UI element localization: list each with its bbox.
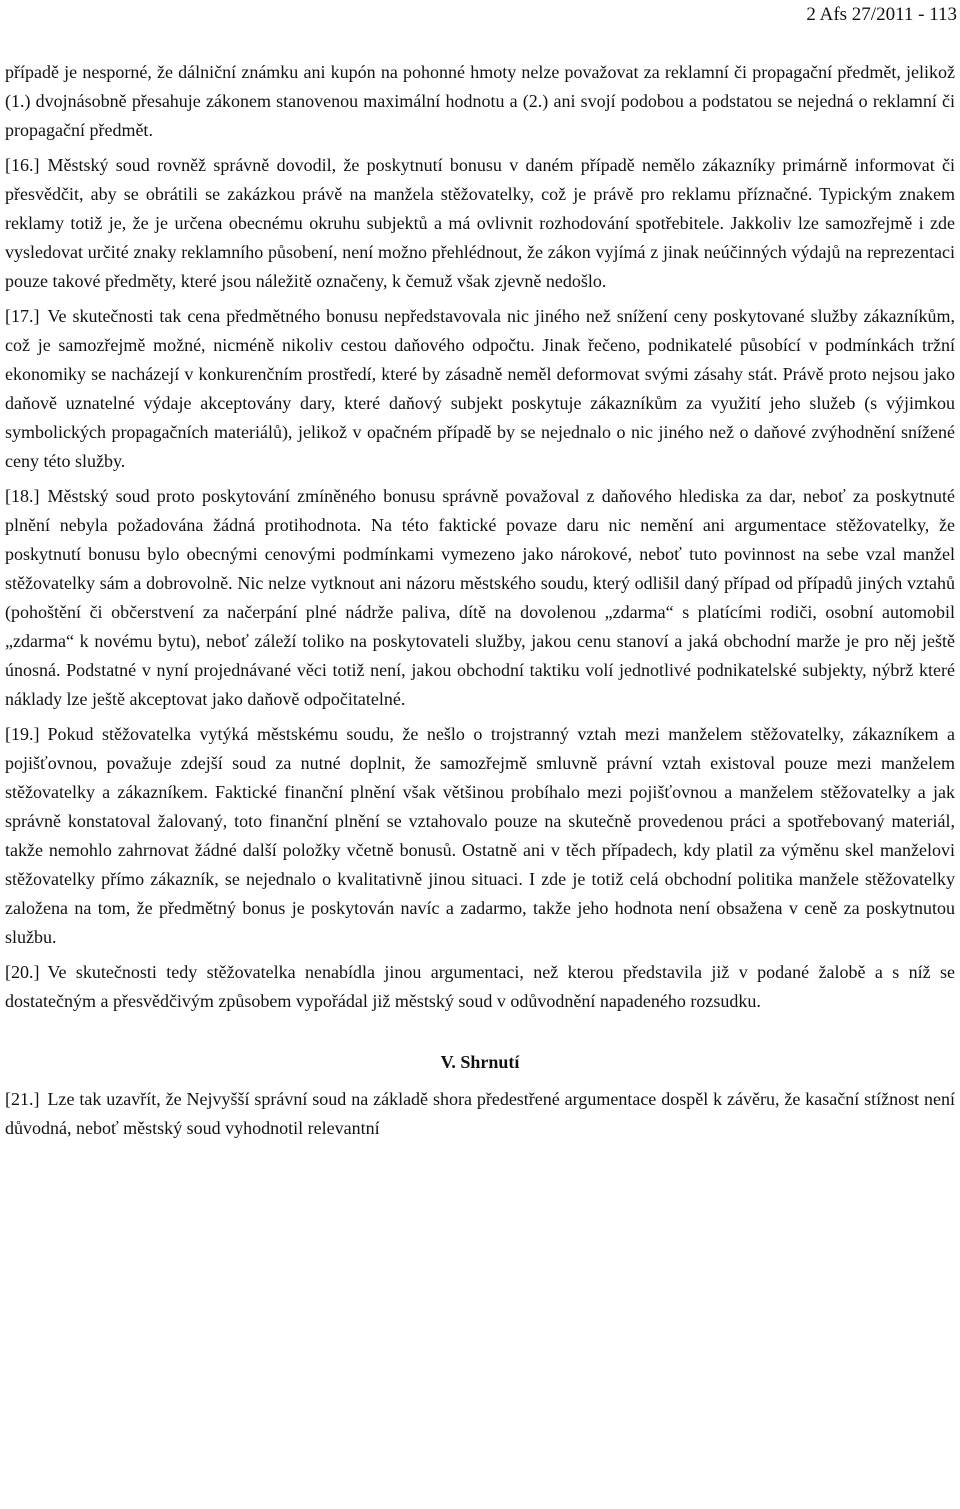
paragraph-text: Pokud stěžovatelka vytýká městskému soudu, že nešlo o trojstranný vztah mezi manželem stěžovatelky, zákazníkem a pojišťovnou, považuje zdejší soud za nutné doplnit, že samozřejmě smluvně právní vztah existoval pouze mezi manželem stěžovatelky a zákazníkem. Faktické finanční plnění však většinou probíhalo mezi pojišťovnou a manželem stěžovatelky a jak správně konstatoval žalovaný, toto finanční plnění se vztahovalo pouze na skutečně provedenou práci a spotřebovaný materiál, takže nemohlo zahrnovat žádné další položky včetně bonusů. Ostatně ani v těch případech, kdy platil za výměnu skel manželovi stěžovatelky přímo zákazník, se nejednalo o kvalitativně jinou situaci. I zde je totiž celá obchodní politika manžele stěžovatelky založena na tom, že předmětný bonus je poskytován navíc a zadarmo, takže jeho hodnota není obsažena v ceně za poskytnutou službu. [5,724,955,947]
paragraph-text: Lze tak uzavřít, že Nejvyšší správní soud na základě shora předestřené argumentace dospěl k závěru, že kasační stížnost není důvodná, neboť městský soud vyhodnotil relevantní [5,1089,955,1138]
paragraph-number: [21.] [5,1089,40,1109]
paragraph-number: [19.] [5,724,40,744]
page-reference: 2 Afs 27/2011 - 113 [806,4,957,25]
paragraph-number: [20.] [5,962,40,982]
paragraph-text: Ve skutečnosti tak cena předmětného bonusu nepředstavovala nic jiného než snížení ceny poskytované služby zákazníkům, což je samozřejmě možné, nicméně nikoliv cestou daňového odpočtu. Jinak řečeno, podnikatelé působící v podmínkách tržní ekonomiky se nacházejí v konkurenčním prostředí, které by zásadně neměl deformovat svými zásahy stát. Právě proto nejsou jako daňově uznatelné výdaje akceptovány dary, které daňový subjekt poskytuje zákazníkům za využití jeho služeb (s výjimkou symbolických propagačních materiálů), jelikož v opačném případě by se nejednalo o nic jiného než o daňové zvýhodnění snížené ceny této služby. [5,306,955,471]
paragraph-number: [17.] [5,306,40,326]
paragraph-text: případě je nesporné, že dálniční známku ani kupón na pohonné hmoty nelze považovat za reklamní či propagační předmět, jelikož (1.) dvojnásobně přesahuje zákonem stanovenou maximální hodnotu a (2.) ani svojí podobou a podstatou se nejedná o reklamní či propagační předmět. [5,62,955,140]
document-body [5,58,955,1149]
paragraph-continuation [5,58,955,145]
paragraph-19 [5,720,955,952]
paragraph-number: [16.] [5,155,40,175]
paragraph-21 [5,1085,955,1143]
paragraph-16 [5,151,955,296]
paragraph-number: [18.] [5,486,40,506]
paragraph-17 [5,302,955,476]
paragraph-text: Ve skutečnosti tedy stěžovatelka nenabídla jinou argumentaci, než kterou představila již v podané žalobě a s níž se dostatečným a přesvědčivým způsobem vypořádal již městský soud v odůvodnění napadeného rozsudku. [5,962,955,1011]
paragraph-20 [5,958,955,1016]
paragraph-text: Městský soud proto poskytování zmíněného bonusu správně považoval z daňového hlediska za dar, neboť za poskytnuté plnění nebyla požadována žádná protihodnota. Na této faktické povaze daru nic nemění ani argumentace stěžovatelky, že poskytnutí bonusu bylo obecnými cenovými podmínkami vymezeno jako nárokové, neboť tuto povinnost na sebe vzal manžel stěžovatelky sám a dobrovolně. Nic nelze vytknout ani názoru městského soudu, který odlišil daný případ od případů jiných vztahů (pohoštění či občerstvení za načerpání plné nádrže paliva, dítě na dovolenou „zdarma“ s platícími rodiči, osobní automobil „zdarma“ k novému bytu), neboť záleží toliko na poskytovateli služby, jakou cenu stanoví a jaká obchodní marže je pro něj ještě únosná. Podstatné v nyní projednávané věci totiž není, jakou obchodní taktiku volí jednotlivé podnikatelské subjekty, nýbrž které náklady lze ještě akceptovat jako daňově odpočitatelné. [5,486,955,709]
section-heading: V. Shrnutí [440,1052,520,1072]
paragraph-text: Městský soud rovněž správně dovodil, že poskytnutí bonusu v daném případě nemělo zákazníky primárně informovat či přesvědčit, aby se obrátili se zakázkou právě na manžela stěžovatelky, což je právě pro reklamu příznačné. Typickým znakem reklamy totiž je, že je určena obecnému okruhu subjektů a má ovlivnit rozhodování spotřebitele. Jakkoliv lze samozřejmě i zde vysledovat určité znaky reklamního působení, není možno přehlédnout, že zákon vyjímá z jinak neúčinných výdajů na reprezentaci pouze takové předměty, které jsou náležitě označeny, k čemuž však zjevně nedošlo. [5,155,955,291]
paragraph-18 [5,482,955,714]
